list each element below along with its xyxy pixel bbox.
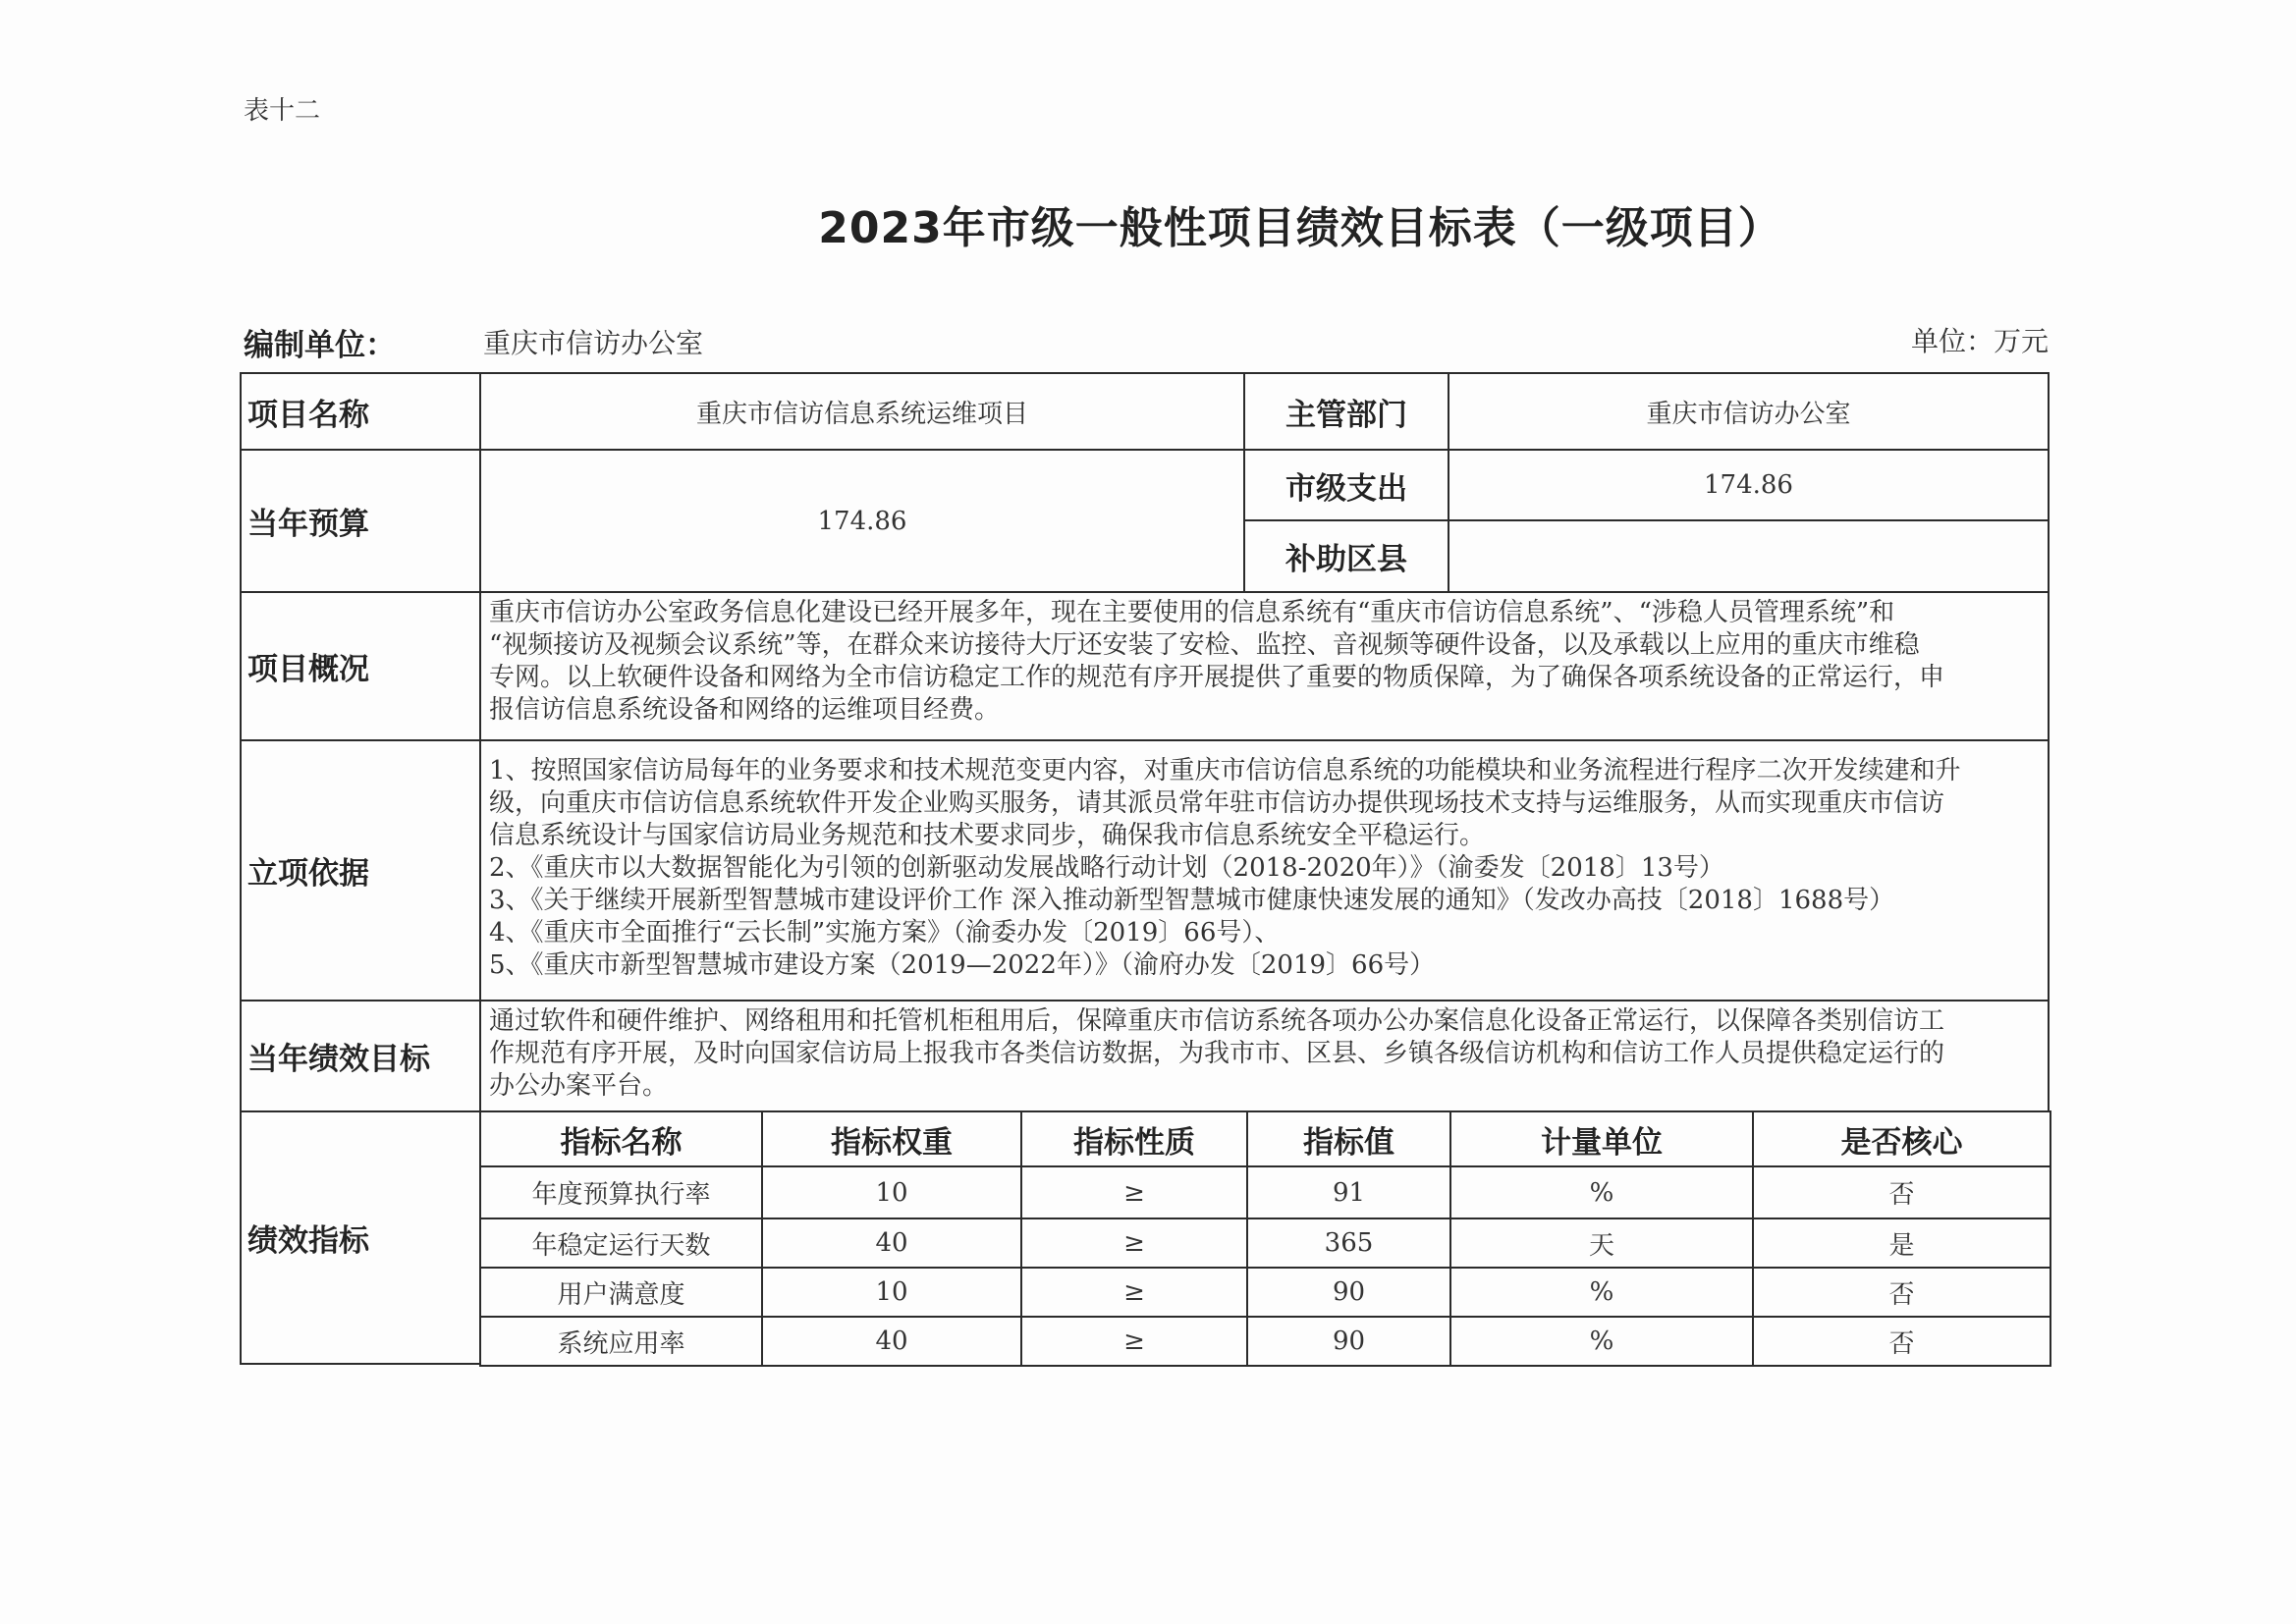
- table-cell-ind-core: 否: [1752, 1165, 2051, 1219]
- text-line: 2、《重庆市以大数据智能化为引领的创新驱动发展战略行动计划（2018-2020年）》（渝委发〔2018〕13号）: [489, 853, 1724, 883]
- dept-label: 主管部门: [1243, 372, 1449, 451]
- text-line: 3、《关于继续开展新型智慧城市建设评价工作 深入推动新型智慧城市健康快速发展的通知》（发改办高技〔2018〕1688号）: [489, 886, 1895, 915]
- overview-text: [479, 591, 2050, 741]
- budget-value: 174.86: [479, 449, 1245, 593]
- table-cell-ind-unit: %: [1449, 1267, 1754, 1318]
- basis-lines: [489, 755, 1961, 982]
- text-line: 重庆市信访办公室政务信息化建设已经开展多年，现在主要使用的信息系统有“重庆市信访信息系统”、“涉稳人员管理系统”和: [489, 598, 1895, 627]
- table-cell-ind-value: 91: [1246, 1165, 1451, 1219]
- table-cell-ind-name: 用户满意度: [479, 1267, 763, 1318]
- dept-value: 重庆市信访办公室: [1448, 372, 2050, 451]
- text-line: “视频接访及视频会议系统”等，在群众来访接待大厅还安装了安检、监控、音视频等硬件设备，以及承载以上应用的重庆市维稳: [489, 630, 1920, 660]
- text-line: 办公办案平台。: [489, 1071, 669, 1101]
- goal-lines: [489, 1005, 1944, 1103]
- text-line: 作规范有序开展，及时向国家信访局上报我市各类信访数据，为我市市、区县、乡镇各级信访机构和信访工作人员提供稳定运行的: [489, 1039, 1945, 1068]
- table-cell-ind-nature: ≥: [1020, 1218, 1248, 1269]
- table-cell-ind-nature: ≥: [1020, 1267, 1248, 1318]
- city-expenditure-value: 174.86: [1448, 449, 2050, 521]
- table-cell-ind-unit: %: [1449, 1316, 1754, 1367]
- table-cell-ind-unit: 天: [1449, 1218, 1754, 1269]
- column-header-ind-nature: 指标性质: [1020, 1110, 1248, 1167]
- budget-label: 当年预算: [240, 449, 481, 593]
- text-line: 通过软件和硬件维护、网络租用和托管机柜租用后，保障重庆市信访系统各项办公办案信息化设备正常运行，以保障各类别信访工: [489, 1006, 1945, 1036]
- table-cell-ind-name: 系统应用率: [479, 1316, 763, 1367]
- text-line: 信息系统设计与国家信访局业务规范和技术要求同步，确保我市信息系统安全平稳运行。: [489, 821, 1486, 850]
- column-header-ind-value: 指标值: [1246, 1110, 1451, 1167]
- table-cell-ind-weight: 10: [761, 1267, 1022, 1318]
- project-name-label: 项目名称: [240, 372, 481, 451]
- text-line: 专网。以上软硬件设备和网络为全市信访稳定工作的规范有序开展提供了重要的物质保障，为了确保各项系统设备的正常运行，申: [489, 663, 1945, 692]
- column-header-ind-core: 是否核心: [1752, 1110, 2051, 1167]
- table-cell-ind-value: 90: [1246, 1267, 1451, 1318]
- text-line: 级，向重庆市信访信息系统软件开发企业购买服务，请其派员常年驻市信访办提供现场技术支持与运维服务，从而实现重庆市信访: [489, 788, 1945, 818]
- district-subsidy-value: [1448, 519, 2050, 593]
- overview-label: 项目概况: [240, 591, 481, 741]
- indicators-label: 绩效指标: [240, 1110, 481, 1365]
- table-cell-ind-weight: 40: [761, 1316, 1022, 1367]
- table-cell-ind-weight: 10: [761, 1165, 1022, 1219]
- text-line: 报信访信息系统设备和网络的运维项目经费。: [489, 695, 1001, 725]
- table-cell-ind-weight: 40: [761, 1218, 1022, 1269]
- text-line: 5、《重庆市新型智慧城市建设方案（2019—2022年）》（渝府办发〔2019〕66号）: [489, 950, 1436, 980]
- table-cell-ind-core: 否: [1752, 1267, 2051, 1318]
- page-title: 2023年市级一般性项目绩效目标表（一级项目）: [818, 203, 1782, 253]
- table-cell-ind-value: 90: [1246, 1316, 1451, 1367]
- table-cell-ind-unit: %: [1449, 1165, 1754, 1219]
- text-line: 1、按照国家信访局每年的业务要求和技术规范变更内容，对重庆市信访信息系统的功能模块和业务流程进行程序二次开发续建和升: [489, 756, 1961, 785]
- unit-label: 单位：万元: [1910, 325, 2049, 357]
- district-subsidy-label: 补助区县: [1243, 519, 1449, 593]
- project-name-value: 重庆市信访信息系统运维项目: [479, 372, 1245, 451]
- org-label: 编制单位：: [244, 328, 396, 363]
- table-cell-ind-core: 否: [1752, 1316, 2051, 1367]
- org-value: 重庆市信访办公室: [483, 327, 704, 359]
- overview-lines: [489, 597, 1944, 727]
- column-header-ind-unit: 计量单位: [1449, 1110, 1754, 1167]
- basis-text: [479, 739, 2050, 1001]
- table-cell-ind-name: 年稳定运行天数: [479, 1218, 763, 1269]
- table-cell-ind-name: 年度预算执行率: [479, 1165, 763, 1219]
- table-number: 表十二: [244, 96, 321, 126]
- table-cell-ind-nature: ≥: [1020, 1316, 1248, 1367]
- goal-label: 当年绩效目标: [240, 1000, 481, 1112]
- performance-table: [240, 372, 2050, 1365]
- table-cell-ind-core: 是: [1752, 1218, 2051, 1269]
- table-cell-ind-nature: ≥: [1020, 1165, 1248, 1219]
- city-expenditure-label: 市级支出: [1243, 449, 1449, 521]
- table-cell-ind-value: 365: [1246, 1218, 1451, 1269]
- column-header-ind-weight: 指标权重: [761, 1110, 1022, 1167]
- text-line: 4、《重庆市全面推行“云长制”实施方案》（渝委办发〔2019〕66号）、: [489, 918, 1281, 947]
- goal-text: [479, 1000, 2050, 1112]
- column-header-ind-name: 指标名称: [479, 1110, 763, 1167]
- basis-label: 立项依据: [240, 739, 481, 1001]
